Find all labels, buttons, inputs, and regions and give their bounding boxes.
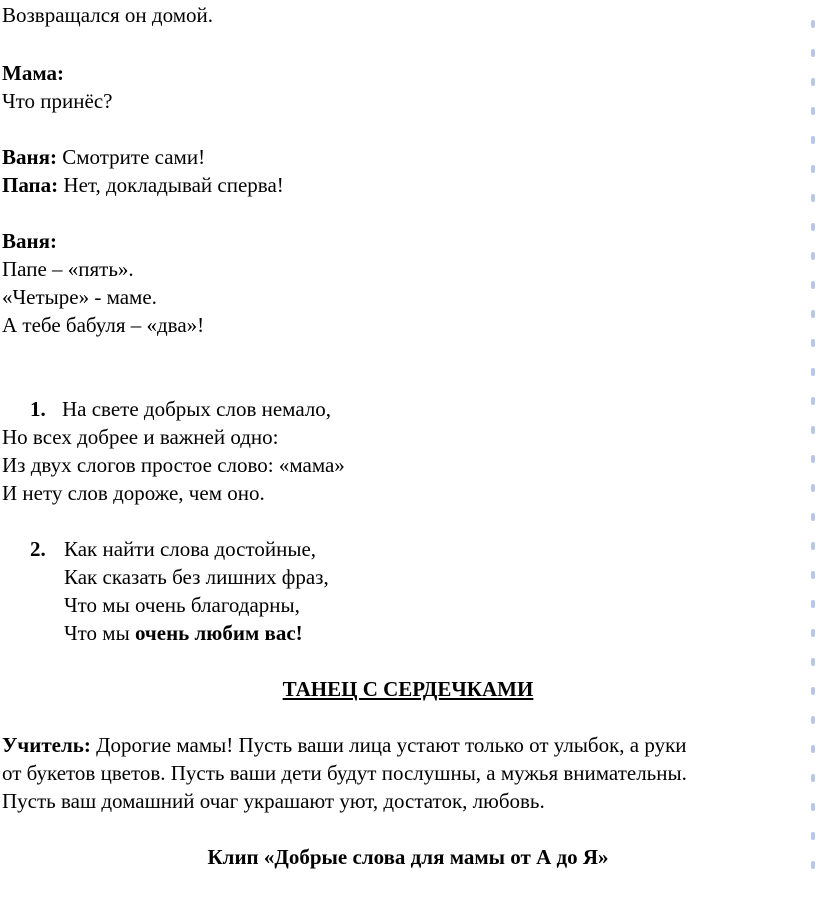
dialogue-line <box>2 144 205 170</box>
poem-line: Как найти слова достойные, <box>64 537 317 561</box>
teacher-line <box>2 732 687 758</box>
poem-line <box>64 620 303 646</box>
edge-mark <box>811 78 815 86</box>
poem-line: И нету слов дороже, чем оно. <box>2 481 265 505</box>
poem-text: Что мы <box>64 621 135 645</box>
edge-mark <box>811 600 815 608</box>
speaker-label-teacher: Учитель: <box>2 733 91 757</box>
poem-line: Что мы очень благодарны, <box>64 593 300 617</box>
edge-mark <box>811 194 815 202</box>
edge-mark <box>811 310 815 318</box>
edge-mark <box>811 832 815 840</box>
dialogue-line <box>2 172 284 198</box>
edge-mark <box>811 513 815 521</box>
poem-number: 1. <box>30 397 46 421</box>
edge-mark <box>811 49 815 57</box>
edge-mark <box>811 745 815 753</box>
text-line: Что принёс? <box>2 89 113 113</box>
text-line: А тебе бабуля – «два»! <box>2 313 205 337</box>
teacher-text: Дорогие мамы! Пусть ваши лица устают только от улыбок, а руки <box>90 733 687 757</box>
edge-mark <box>811 774 815 782</box>
edge-mark <box>811 136 815 144</box>
edge-mark <box>811 426 815 434</box>
edge-mark <box>811 861 815 869</box>
edge-mark <box>811 223 815 231</box>
teacher-line: от букетов цветов. Пусть ваши дети будут послушны, а мужья внимательны. <box>2 761 687 785</box>
edge-mark <box>811 339 815 347</box>
clip-title: Клип «Добрые слова для мамы от А до Я» <box>207 845 609 869</box>
text-line: «Четыре» - маме. <box>2 285 157 309</box>
edge-mark <box>811 658 815 666</box>
edge-mark <box>811 484 815 492</box>
section-heading: ТАНЕЦ С СЕРДЕЧКАМИ <box>282 677 534 701</box>
dialogue-text: Нет, докладывай сперва! <box>58 173 284 197</box>
text-line: Папе – «пять». <box>2 257 134 281</box>
edge-mark <box>811 20 815 28</box>
edge-mark <box>811 803 815 811</box>
text-line: Возвращался он домой. <box>2 3 213 27</box>
page-edge-marks <box>808 0 816 900</box>
poem-line: На свете добрых слов немало, <box>62 397 332 421</box>
edge-mark <box>811 687 815 695</box>
poem-number: 2. <box>30 537 46 561</box>
edge-mark <box>811 571 815 579</box>
edge-mark <box>811 397 815 405</box>
poem-line: Из двух слогов простое слово: «мама» <box>2 453 345 477</box>
poem-line: Как сказать без лишних фраз, <box>64 565 329 589</box>
teacher-line: Пусть ваш домашний очаг украшают уют, достаток, любовь. <box>2 789 545 813</box>
speaker-label-papa: Папа: <box>2 173 59 197</box>
edge-mark <box>811 455 815 463</box>
poem-emphasis: очень любим вас! <box>134 621 303 645</box>
edge-mark <box>811 368 815 376</box>
speaker-label-mama: Мама: <box>2 61 64 85</box>
speaker-label-vanya: Ваня: <box>2 229 57 253</box>
edge-mark <box>811 165 815 173</box>
edge-mark <box>811 252 815 260</box>
poem-line: Но всех добрее и важней одно: <box>2 425 279 449</box>
dialogue-text: Смотрите сами! <box>56 145 206 169</box>
edge-mark <box>811 716 815 724</box>
edge-mark <box>811 107 815 115</box>
speaker-label-vanya: Ваня: <box>2 145 57 169</box>
edge-mark <box>811 542 815 550</box>
edge-mark <box>811 629 815 637</box>
edge-mark <box>811 281 815 289</box>
